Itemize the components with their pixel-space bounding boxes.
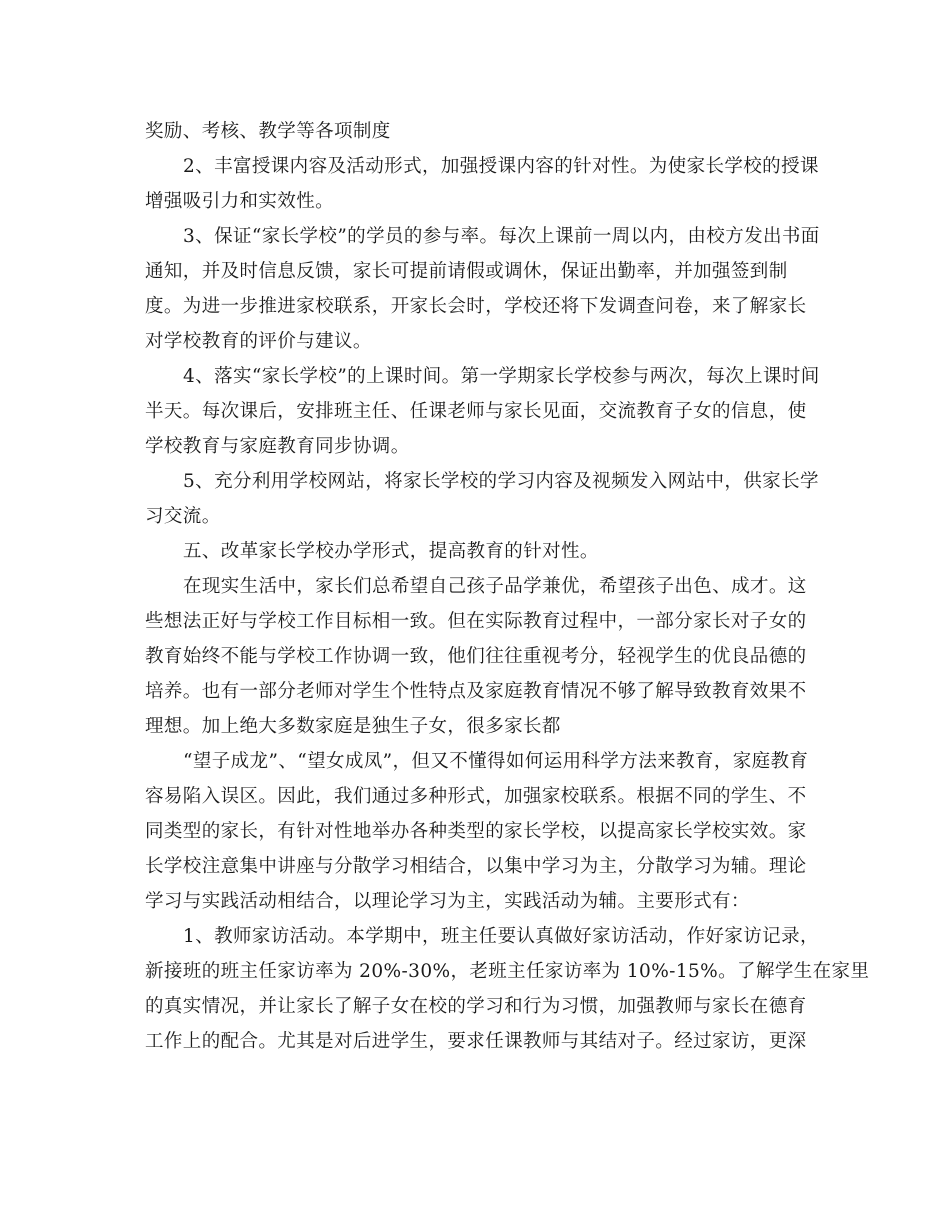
text-line: 容易陷入误区。因此，我们通过多种形式，加强家校联系。根据不同的学生、不 bbox=[145, 786, 807, 807]
text-line: 培养。也有一部分老师对学生个性特点及家庭教育情况不够了解导致教育效果不 bbox=[145, 681, 807, 702]
text-line: 工作上的配合。尤其是对后进学生，要求任课教师与其结对子。经过家访，更深 bbox=[145, 1031, 807, 1052]
paragraph-first-line: 1、教师家访活动。本学期中，班主任要认真做好家访活动，作好家访记录， bbox=[183, 926, 819, 947]
text-line: 的真实情况，并让家长了解子女在校的学习和行为习惯，加强教师与家长在德育 bbox=[145, 996, 807, 1017]
text-line: 奖励、考核、教学等各项制度 bbox=[145, 121, 391, 142]
text-line: 对学校教育的评价与建议。 bbox=[145, 331, 372, 352]
text-line: 教育始终不能与学校工作协调一致，他们往往重视考分，轻视学生的优良品德的 bbox=[145, 646, 807, 667]
text-line: 学校教育与家庭教育同步协调。 bbox=[145, 436, 410, 457]
paragraph-first-line: 5、充分利用学校网站，将家长学校的学习内容及视频发入网站中，供家长学 bbox=[183, 471, 819, 492]
text-line: 学习与实践活动相结合，以理论学习为主，实践活动为辅。主要形式有： bbox=[145, 891, 750, 912]
paragraph-first-line: 2、丰富授课内容及活动形式，加强授课内容的针对性。为使家长学校的授课 bbox=[183, 156, 819, 177]
paragraph-first-line: 4、落实“家长学校”的上课时间。第一学期家长学校参与两次，每次上课时间 bbox=[183, 366, 820, 387]
text-line: 理想。加上绝大多数家庭是独生子女，很多家长都 bbox=[145, 716, 561, 737]
paragraph-first-line: 在现实生活中，家长们总希望自己孩子品学兼优，希望孩子出色、成才。这 bbox=[183, 576, 807, 597]
paragraph-first-line: 3、保证“家长学校”的学员的参与率。每次上课前一周以内，由校方发出书面 bbox=[183, 226, 820, 247]
text-line: 习交流。 bbox=[145, 506, 221, 527]
text-line: 新接班的班主任家访率为 20%-30%，老班主任家访率为 10%-15%。了解学生在家里 bbox=[145, 961, 870, 982]
paragraph-first-line: “望子成龙”、“望女成凤”，但又不懂得如何运用科学方法来教育，家庭教育 bbox=[183, 751, 809, 772]
text-line: 半天。每次课后，安排班主任、任课老师与家长见面，交流教育子女的信息，使 bbox=[145, 401, 807, 422]
text-line: 长学校注意集中讲座与分散学习相结合，以集中学习为主，分散学习为辅。理论 bbox=[145, 856, 807, 877]
section-heading: 五、改革家长学校办学形式，提高教育的针对性。 bbox=[183, 541, 599, 562]
text-line: 些想法正好与学校工作目标相一致。但在实际教育过程中，一部分家长对子女的 bbox=[145, 611, 807, 632]
text-line: 通知，并及时信息反馈，家长可提前请假或调休，保证出勤率，并加强签到制 bbox=[145, 261, 788, 282]
text-line: 同类型的家长，有针对性地举办各种类型的家长学校，以提高家长学校实效。家 bbox=[145, 821, 807, 842]
text-line: 增强吸引力和实效性。 bbox=[145, 191, 335, 212]
text-line: 度。为进一步推进家校联系，开家长会时，学校还将下发调查问卷，来了解家长 bbox=[145, 296, 807, 317]
document-body bbox=[145, 114, 870, 1059]
